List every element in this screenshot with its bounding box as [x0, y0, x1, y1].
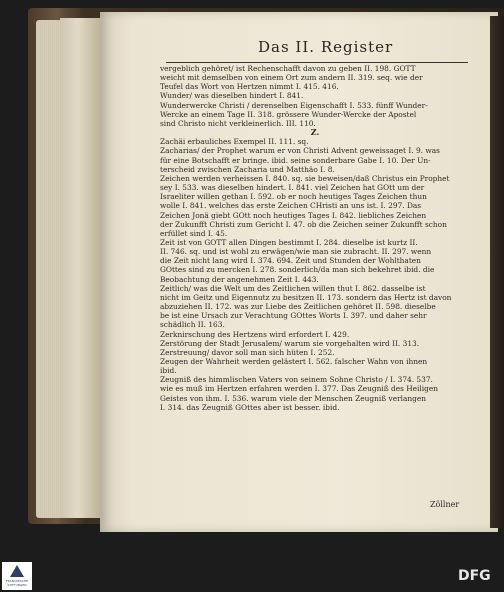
register-line: Zeitlich/ was die Welt um des Zeitlichen willen thut I. 862. dasselbe ist — [160, 283, 426, 293]
page-header: Das II. Register — [258, 38, 394, 56]
register-line: Zeit ist von GOTT allen Dingen bestimmt I. 284. dieselbe ist kurtz II. — [160, 237, 418, 247]
register-line: nicht im Geitz und Eigennutz zu besitzen II. 173. sondern das Hertz ist davon — [160, 292, 452, 302]
institution-logo[interactable] — [2, 562, 32, 590]
register-line: weicht mit demselben von einem Ort zum andern II. 319. seq. wie der — [160, 73, 423, 83]
dfg-logo[interactable]: DFG — [458, 568, 491, 584]
register-line: wie es muß im Hertzen erfahren werden I. 377. Das Zeugniß des Heiligen — [160, 384, 439, 394]
register-line: Geistes von ihm. I. 536. warum viele der Menschen Zeugniß verlangen — [160, 393, 427, 403]
left-page-curl — [60, 18, 104, 518]
book-right-edge — [490, 16, 504, 528]
register-line: Beobachtung der angenehmen Zeit I. 443. — [160, 274, 319, 284]
header-rule — [166, 62, 468, 63]
register-line: für eine Botschafft er bringe. ibid. seine sonderbare Gabe I. 10. Der Un- — [160, 155, 431, 165]
catchword: Zöllner — [430, 500, 460, 509]
register-line: abzuziehen II. 172. was zur Liebe des Zeitlichen gehöret II. 598. dieselbe — [160, 302, 436, 312]
register-line: Wercke an einem Tage II. 318. grössere Wunder-Wercke der Apostel — [160, 109, 417, 119]
register-line: I. 314. das Zeugniß GOttes aber ist besser. ibid. — [160, 402, 340, 412]
register-line: vergeblich gehöret/ ist Rechenschafft davon zu geben II. 198. GOTT — [160, 64, 416, 73]
section-letter: Z. — [310, 128, 320, 138]
register-line: Teufel das Wort von Hertzen nimmt I. 415. 416. — [160, 82, 339, 92]
register-line: Israeliter willen gethan I. 592. ob er noch heutiges Tages Zeichen thun — [160, 192, 427, 202]
register-line: Zerstörung der Stadt Jerusalem/ warum sie vorgehalten wird II. 313. — [160, 338, 420, 348]
register-line: Wunder/ was dieselben hindert I. 841. — [160, 91, 304, 101]
register-line: sind Christo nicht verkleinerlich. III. 110. — [160, 118, 316, 128]
register-line: Zeichen werden verheissen I. 840. sq. sie beweisen/daß Christus ein Prophet — [160, 173, 450, 183]
register-text — [160, 64, 470, 412]
logo-icon — [10, 565, 24, 577]
register-line: Zeugniß des himmlischen Vaters von seinem Sohne Christo / I. 374. 537. — [160, 375, 433, 385]
register-line: GOttes sind zu mercken I. 278. sonderlich/da man sich bekehret ibid. die — [160, 265, 435, 275]
register-line: terscheid zwischen Zacharia und Matthäo I. 8. — [160, 164, 335, 174]
register-line: Zachäi erbauliches Exempel II. 111. sq. — [160, 137, 309, 147]
register-line: Wunderwercke Christi / derenselben Eigenschafft I. 533. fünff Wunder- — [160, 100, 428, 110]
register-line: Zeugen der Wahrheit werden gelästert I. 562. falscher Wahn von ihnen — [160, 357, 428, 366]
register-line: ibid. — [160, 366, 177, 376]
register-line: be ist eine Ursach zur Verachtung GOttes Worts I. 397. und daher sehr — [160, 311, 427, 321]
register-line: die Zeit nicht lang wird I. 374. 694. Zeit und Stunden der Wohlthaten — [160, 256, 421, 266]
register-line: wolle I. 841. welches das erste Zeichen CHristi an uns ist. I. 297. Das — [160, 201, 422, 211]
register-line: II. 746. sq. und ist wohl zu erwägen/wie man sie zubracht. II. 297. wenn — [160, 247, 432, 257]
register-line: Zerstreuung/ davor soll man sich hüten I. 252. — [160, 347, 335, 357]
register-line: Zeichen Jonä giebt GOtt noch heutiges Tages I. 842. liebliches Zeichen — [160, 210, 427, 220]
logo-text: FRANCKESCHE STIFTUNGEN — [5, 579, 29, 587]
register-line: der Zukunfft Christi zum Gericht I. 47. ob die Zeichen seiner Zukunfft schon — [160, 219, 447, 229]
register-line: Zacharias/ der Prophet warum er von Christi Advent geweissaget I. 9. was — [160, 146, 440, 156]
register-line: Zerknirschung des Hertzens wird erfordert I. 429. — [160, 329, 350, 339]
viewer-footer — [0, 556, 504, 592]
register-line: schädlich II. 163. — [160, 320, 225, 330]
register-line: sey I. 533. was dieselben hindert. I. 841. viel Zeichen hat GOtt um der — [160, 183, 425, 193]
register-line: erfüllet sind I. 45. — [160, 228, 228, 238]
